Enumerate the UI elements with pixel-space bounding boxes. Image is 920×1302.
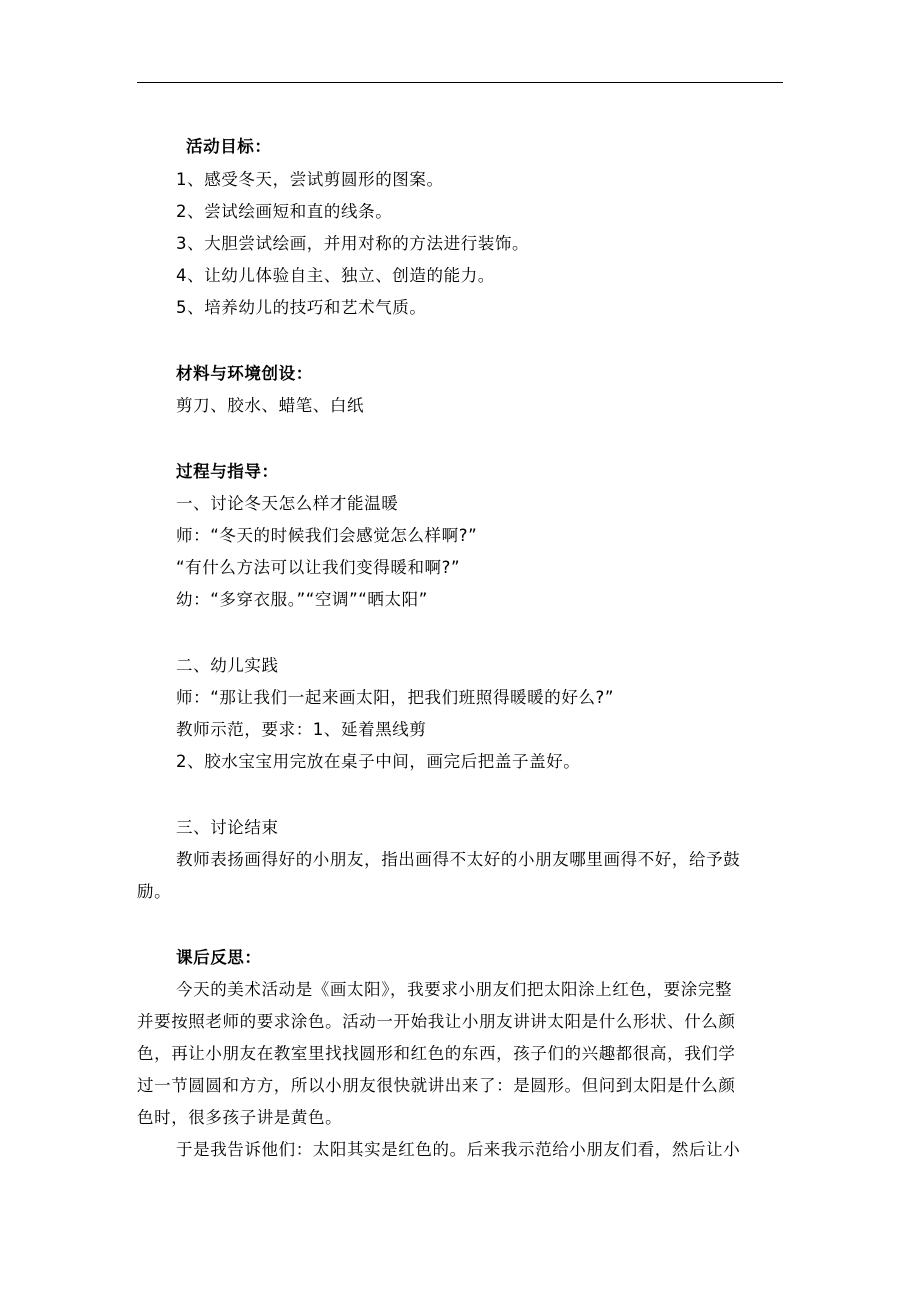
- step2-title: 二、幼儿实践: [176, 656, 279, 675]
- step1-line: 幼：“多穿衣服。”“空调”“晒太阳”: [176, 590, 428, 609]
- goal-item: 5、培养幼儿的技巧和艺术气质。: [176, 298, 427, 317]
- step3-line: 励。: [137, 882, 172, 901]
- step2-line: 教师示范，要求：1、延着黑线剪: [176, 720, 427, 739]
- reflection-line: 并要按照老师的要求涂色。活动一开始我让小朋友讲讲太阳是什么形状、什么颜: [137, 1012, 736, 1031]
- goal-item: 1、感受冬天，尝试剪圆形的图案。: [176, 170, 444, 189]
- reflection-line: 过一节圆圆和方方，所以小朋友很快就讲出来了：是圆形。但问到太阳是什么颜: [137, 1076, 736, 1095]
- reflection-line: 今天的美术活动是《画太阳》，我要求小朋友们把太阳涂上红色，要涂完整: [176, 980, 733, 999]
- process-heading: 过程与指导：: [176, 462, 279, 481]
- materials-heading: 材料与环境创设：: [176, 364, 313, 383]
- step3-title: 三、讨论结束: [176, 818, 279, 837]
- step1-title: 一、讨论冬天怎么样才能温暖: [176, 494, 399, 513]
- step3-line: 教师表扬画得好的小朋友，指出画得不太好的小朋友哪里画得不好，给予鼓: [176, 850, 741, 869]
- step2-line: 2、胶水宝宝用完放在桌子中间，画完后把盖子盖好。: [176, 752, 581, 771]
- step1-line: “有什么方法可以让我们变得暖和啊?”: [176, 558, 461, 577]
- reflection-line: 色，再让小朋友在教室里找找圆形和红色的东西，孩子们的兴趣都很高，我们学: [137, 1044, 736, 1063]
- step2-line: 师：“那让我们一起来画太阳，把我们班照得暖暖的好么?”: [176, 688, 615, 707]
- goal-item: 3、大胆尝试绘画，并用对称的方法进行装饰。: [176, 234, 530, 253]
- step1-line: 师：“冬天的时候我们会感觉怎么样啊?”: [176, 526, 478, 545]
- reflection-line: 色时，很多孩子讲是黄色。: [137, 1108, 343, 1127]
- goals-heading: 活动目标：: [186, 137, 272, 156]
- reflection-heading: 课后反思：: [176, 948, 262, 967]
- header-rule: [137, 82, 783, 83]
- goal-item: 4、让幼儿体验自主、独立、创造的能力。: [176, 266, 495, 285]
- materials-text: 剪刀、胶水、蜡笔、白纸: [176, 396, 365, 415]
- goal-item: 2、尝试绘画短和直的线条。: [176, 202, 393, 221]
- reflection-line: 于是我告诉他们：太阳其实是红色的。后来我示范给小朋友们看，然后让小: [176, 1140, 741, 1159]
